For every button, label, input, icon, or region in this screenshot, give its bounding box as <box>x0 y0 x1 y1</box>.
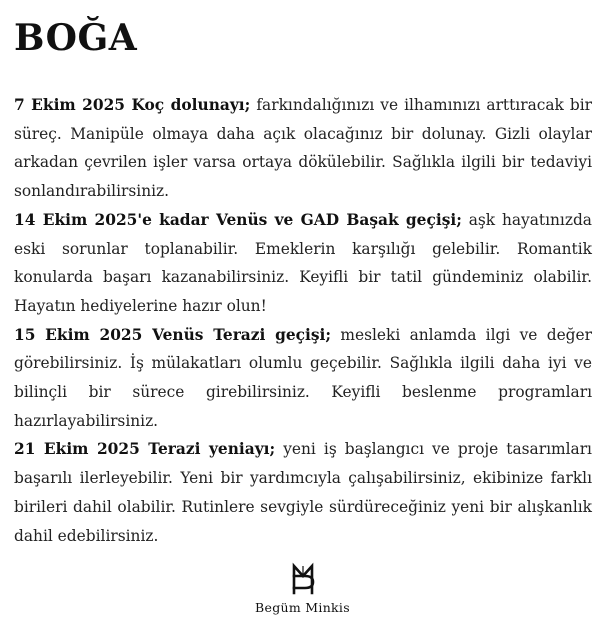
paragraph-text: farkındalığınızı ve ilhamınızı arttıracak bir süreç. Manipüle olmaya daha açık olacağınız bir dolunay. Gizli olaylar arkadan çevrilen işler varsa ortaya dökülebilir. Sağlıkla ilgili bir tedaviyi sonlandırabilirsiniz. <box>14 96 593 201</box>
paragraph-lead: 21 Ekim 2025 Terazi yeniayı; <box>14 440 276 459</box>
forecast-paragraph <box>14 206 592 321</box>
paragraph-lead: 14 Ekim 2025'e kadar Venüs ve GAD Başak geçişi; <box>14 210 462 229</box>
footer <box>0 562 605 615</box>
paragraph-lead: 15 Ekim 2025 Venüs Terazi geçişi; <box>14 325 332 344</box>
author-name: Begüm Minkis <box>255 600 350 615</box>
page-title: BOĞA <box>14 17 138 59</box>
forecast-paragraph <box>14 91 592 206</box>
bm-monogram-icon <box>288 562 318 596</box>
paragraph-lead: 7 Ekim 2025 Koç dolunayı; <box>14 96 251 114</box>
forecast-body <box>14 91 592 550</box>
paragraph-text: aşk hayatınızda eski sorunlar toplanabilir. Emeklerin karşılığı gelebilir. Romantik konularda başarı kazanabilirsiniz. Keyifli bir tatil gündeminiz olabilir. Hayatın hediyelerine hazır olun! <box>14 210 592 315</box>
paragraph-text: yeni iş başlangıcı ve proje tasarımları başarılı ilerleyebilir. Yeni bir yardımcıyla çalışabilirsiniz, ekibinize farklı birileri dahil olabilir. Rutinlere sevgiyle sürdüreceğiniz yeni bir alışkanlık dahil edebilirsiniz. <box>14 440 592 545</box>
forecast-paragraph <box>14 321 592 436</box>
forecast-paragraph <box>14 435 592 550</box>
paragraph-text: mesleki anlamda ilgi ve değer görebilirsiniz. İş mülakatları olumlu geçebilir. Sağlıkla ilgili daha iyi ve bilinçli bir sürece girebilirsiniz. Keyifli beslenme programları hazırlayabilirsiniz. <box>14 325 592 430</box>
